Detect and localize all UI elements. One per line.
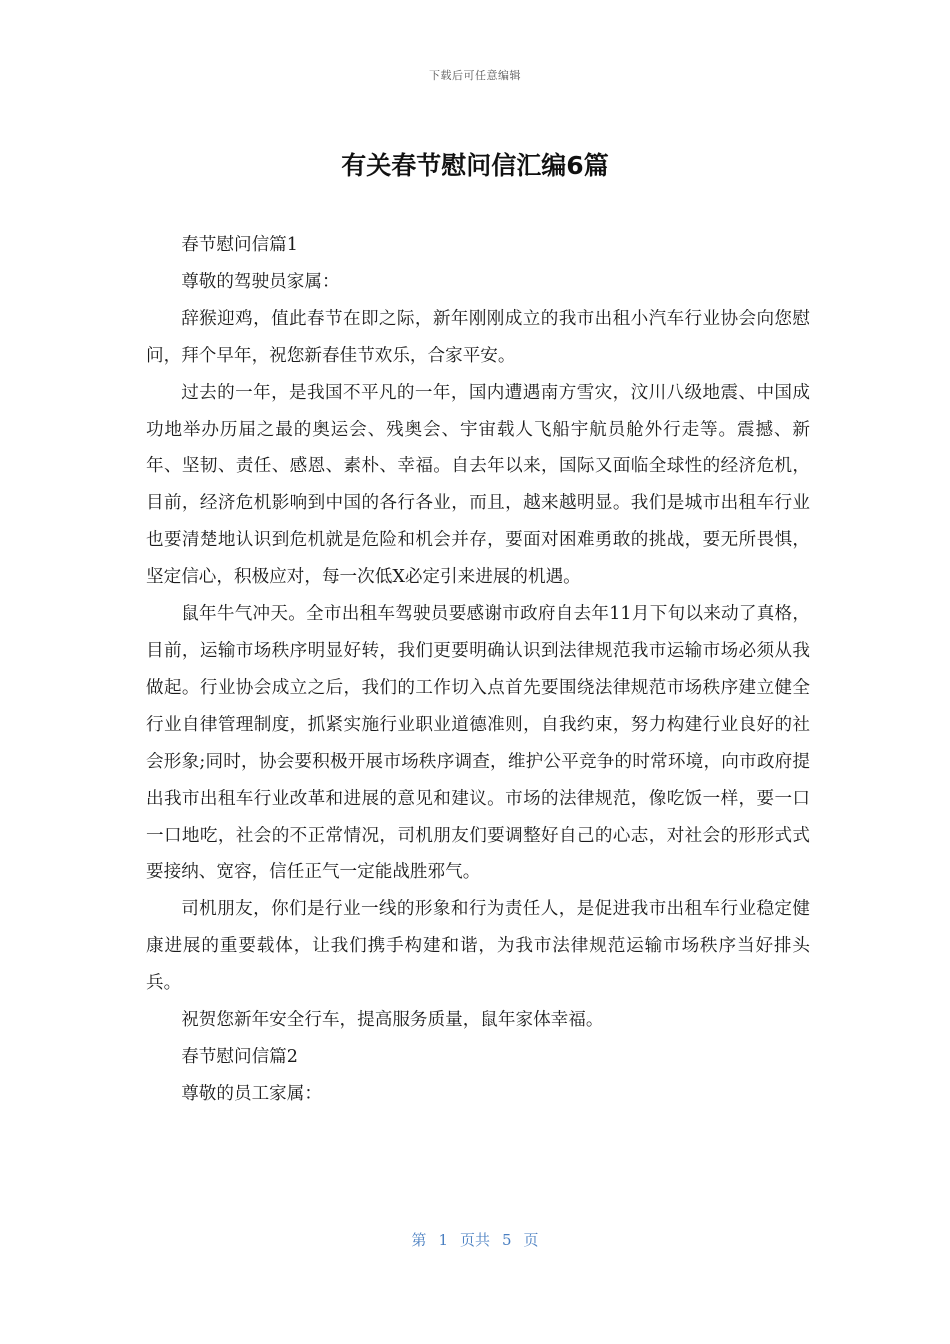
footer-suffix: 页 bbox=[523, 1231, 539, 1249]
closing-wish: 祝贺您新年安全行车，提高服务质量，鼠年家体幸福。 bbox=[181, 1010, 604, 1031]
section-heading: 春节慰问信篇1 bbox=[181, 235, 298, 255]
document-body bbox=[146, 227, 810, 1113]
salutation: 尊敬的员工家属： bbox=[181, 1083, 322, 1104]
page-footer bbox=[0, 1229, 950, 1250]
footer-page-number: 1 bbox=[438, 1231, 448, 1249]
body-paragraph: 辞猴迎鸡，值此春节在即之际，新年刚刚成立的我市出租小汽车行业协会向您慰问，拜个早年，祝您新春佳节欢乐，合家平安。 bbox=[146, 308, 810, 366]
body-paragraph: 过去的一年，是我国不平凡的一年，国内遭遇南方雪灾，汶川八级地震、中国成功地举办历届之最的奥运会、残奥会、宇宙载人飞船宇航员舱外行走等。震撼、新年、坚韧、责任、感恩、素朴、幸福。自去年以来，国际又面临全球性的经济危机，目前，经济危机影响到中国的各行各业，而且，越来越明显。我们是城市出租车行业也要清楚地认识到危机就是危险和机会并存，要面对困难勇敢的挑战，要无所畏惧，坚定信心，积极应对，每一次低X必定引来进展的机遇。 bbox=[146, 382, 810, 588]
body-paragraph: 鼠年牛气冲天。全市出租车驾驶员要感谢市政府自去年11月下旬以来动了真格，目前，运输市场秩序明显好转，我们更要明确认识到法律规范我市运输市场必须从我做起。行业协会成立之后，我们的工作切入点首先要围绕法律规范市场秩序建立健全行业自律管理制度，抓紧实施行业职业道德准则，自我约束，努力构建行业良好的社会形象;同时，协会要积极开展市场秩序调查，维护公平竞争的时常环境，向市政府提出我市出租车行业改革和进展的意见和建议。市场的法律规范，像吃饭一样，要一口一口地吃，社会的不正常情况，司机朋友们要调整好自己的心志，对社会的形形式式要接纳、宽容，信任正气一定能战胜邪气。 bbox=[146, 604, 810, 883]
body-paragraph: 司机朋友，你们是行业一线的形象和行为责任人，是促进我市出租车行业稳定健康进展的重要载体，让我们携手构建和谐，为我市法律规范运输市场秩序当好排头兵。 bbox=[146, 899, 810, 994]
footer-prefix: 第 bbox=[411, 1231, 427, 1249]
footer-total-pages: 5 bbox=[502, 1231, 512, 1249]
document-title: 有关春节慰问信汇编6篇 bbox=[341, 151, 609, 180]
salutation: 尊敬的驾驶员家属： bbox=[181, 271, 340, 292]
header-note: 下载后可任意编辑 bbox=[429, 69, 521, 82]
footer-middle: 页共 bbox=[459, 1231, 490, 1249]
section-heading: 春节慰问信篇2 bbox=[181, 1046, 298, 1067]
